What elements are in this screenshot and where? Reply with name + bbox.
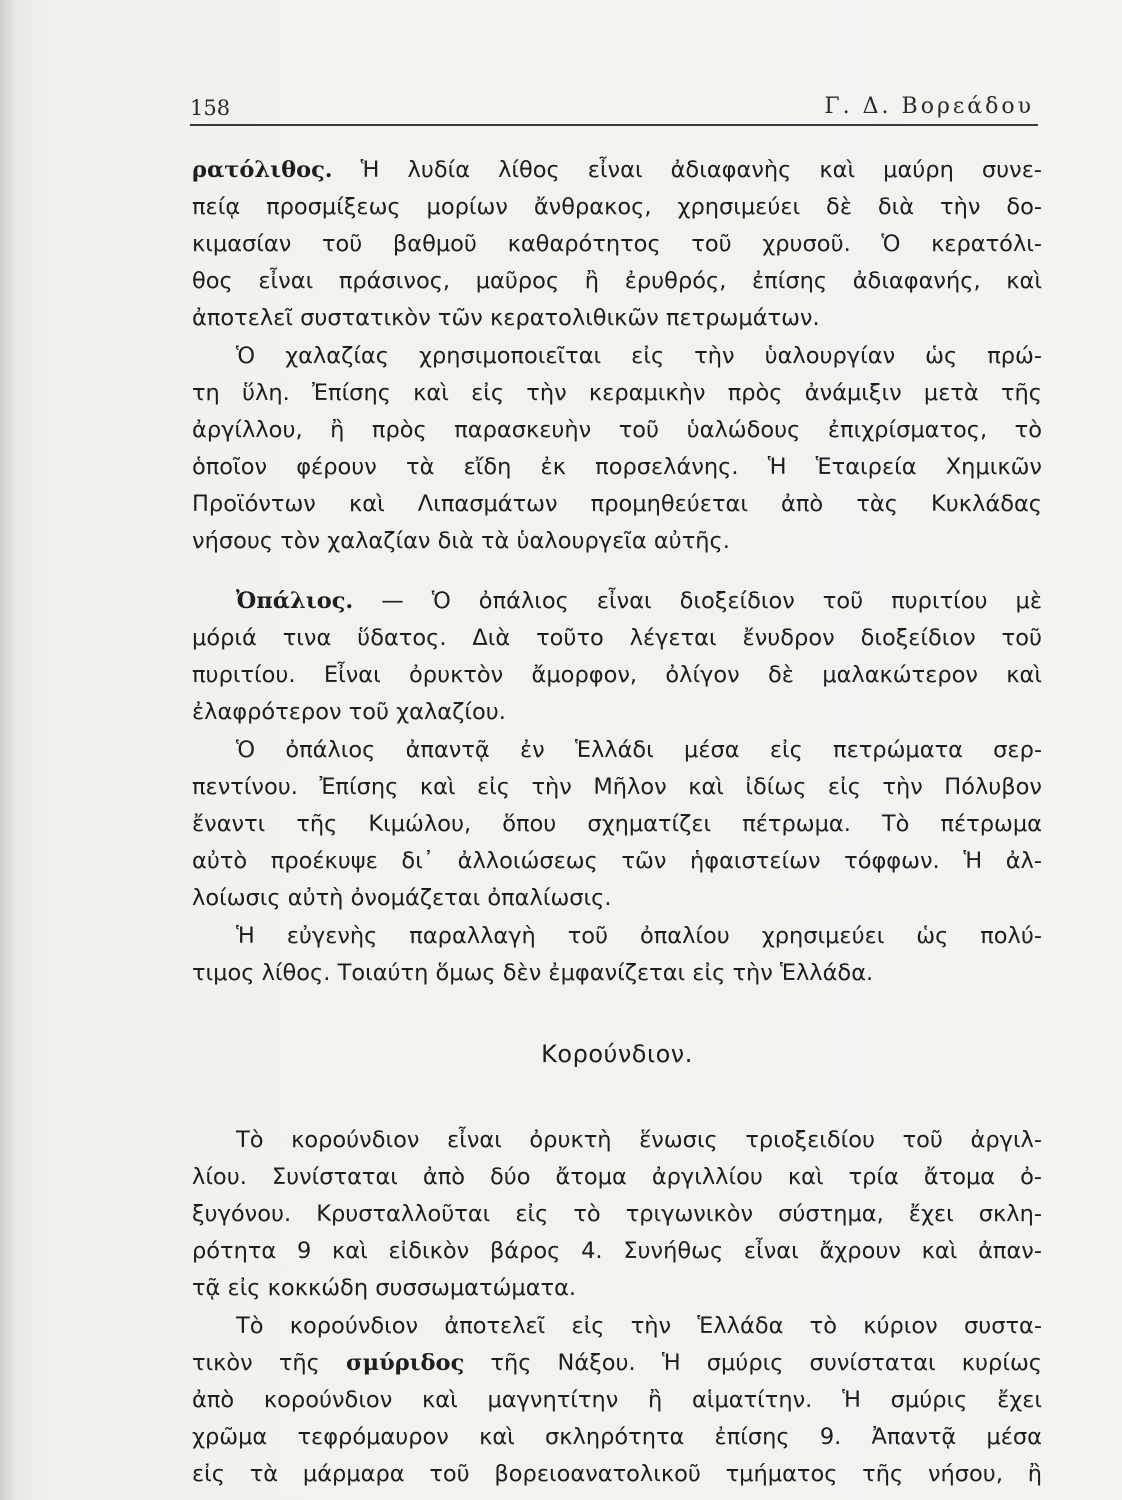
text-line: ἀπὸ κορούνδιον καὶ μαγνητίτην ἢ αἱματίτην. Ἡ σμύρις ἔχει xyxy=(192,1387,1042,1413)
text-line: τᾷ εἰς κοκκώδη συσσωματώματα. xyxy=(192,1275,577,1301)
text-line: λοίωσις αὐτὴ ὀνομάζεται ὀπαλίωσις. xyxy=(192,885,612,911)
text-line: Ὁ ὀπάλιος ἀπαντᾷ ἐν Ἑλλάδι μέσα εἰς πετρώματα σερ- xyxy=(236,737,1042,763)
header-rule xyxy=(190,124,1038,126)
text-line xyxy=(192,1343,1042,1383)
running-head-author: Γ. Δ. Βορεάδου xyxy=(824,94,1034,119)
text-line: Ὁ χαλαζίας χρησιμοποιεῖται εἰς τὴν ὑαλουργίαν ὡς πρώ- xyxy=(236,343,1042,369)
text-line: αὐτὸ προέκυψε δι᾽ ἀλλοιώσεως τῶν ἡφαιστείων τόφφων. Ἡ ἀλ- xyxy=(192,848,1042,874)
text-line: ὁποῖον φέρουν τὰ εἴδη ἐκ πορσελάνης. Ἡ Ἑταιρεία Χημικῶν xyxy=(192,454,1042,480)
text-line: ἔναντι τῆς Κιμώλου, ὅπου σχηματίζει πέτρωμα. Τὸ πέτρωμα xyxy=(192,811,1042,837)
text-line: τιμος λίθος. Τοιαύτη ὅμως δὲν ἐμφανίζεται εἰς τὴν Ἑλλάδα. xyxy=(192,960,874,986)
text-line: Ἡ εὐγενὴς παραλλαγὴ τοῦ ὀπαλίου χρησιμεύει ὡς πολύ- xyxy=(236,923,1042,949)
text-line: ἐλαφρότερον τοῦ χαλαζίου. xyxy=(192,699,506,725)
bold-term: Ὀπάλιος. xyxy=(236,588,354,614)
text-line: πείᾳ προσμίξεως μορίων ἄνθρακος, χρησιμεύει δὲ διὰ τὴν δο- xyxy=(192,194,1042,220)
text-line xyxy=(236,581,1042,621)
text-line: θος εἶναι πράσινος, μαῦρος ἢ ἐρυθρός, ἐπίσης ἀδιαφανής, καὶ xyxy=(192,268,1042,294)
bold-term: σμύριδος xyxy=(346,1350,465,1376)
text-line: ἀποτελεῖ συστατικὸν τῶν κερατολιθικῶν πετρωμάτων. xyxy=(192,305,820,331)
text-line: πυριτίου. Εἶναι ὀρυκτὸν ἄμορφον, ὀλίγον δὲ μαλακώτερον καὶ xyxy=(192,662,1042,688)
text-line: μόριά τινα ὕδατος. Διὰ τοῦτο λέγεται ἔνυδρον διοξείδιον τοῦ xyxy=(192,625,1042,651)
section-title: Κορούνδιον. xyxy=(541,1040,693,1068)
text-line: εἰς τὰ μάρμαρα τοῦ βορειοανατολικοῦ τμήματος τῆς νήσου, ἢ xyxy=(192,1461,1042,1487)
text-line: πεντίνου. Ἐπίσης καὶ εἰς τὴν Μῆλον καὶ ἰδίως εἰς τὴν Πόλυβον xyxy=(192,774,1042,800)
text-span: — Ὁ ὀπάλιος εἶναι διοξείδιον τοῦ πυριτίου μὲ xyxy=(353,588,1042,614)
text-line: τη ὕλη. Ἐπίσης καὶ εἰς τὴν κεραμικὴν πρὸς ἀνάμιξιν μετὰ τῆς xyxy=(192,380,1042,406)
text-line: ἀργίλλου, ἢ πρὸς παρασκευὴν τοῦ ὑαλώδους ἐπιχρίσματος, τὸ xyxy=(192,417,1042,443)
text-line: κιμασίαν τοῦ βαθμοῦ καθαρότητος τοῦ χρυσοῦ. Ὁ κερατόλι- xyxy=(192,231,1042,257)
text-line: Προϊόντων καὶ Λιπασμάτων προμηθεύεται ἀπὸ τὰς Κυκλάδας xyxy=(192,491,1042,517)
text-line: ρότητα 9 καὶ εἰδικὸν βάρος 4. Συνήθως εἶναι ἄχρουν καὶ ἀπαν- xyxy=(192,1238,1042,1264)
text-line: Τὸ κορούνδιον εἶναι ὀρυκτὴ ἕνωσις τριοξειδίου τοῦ ἀργιλ- xyxy=(236,1127,1042,1153)
text-line: χρῶμα τεφρόμαυρον καὶ σκληρότητα ἐπίσης 9. Ἀπαντᾷ μέσα xyxy=(192,1424,1042,1450)
page-header xyxy=(190,86,1038,126)
text-line: λίου. Συνίσταται ἀπὸ δύο ἄτομα ἀργιλλίου καὶ τρία ἄτομα ὀ- xyxy=(192,1164,1042,1190)
text-span: τικὸν τῆς xyxy=(192,1350,347,1376)
bold-term: ρατόλιθος. xyxy=(192,157,333,183)
text-line: νήσους τὸν χαλαζίαν διὰ τὰ ὑαλουργεῖα αὐτῆς. xyxy=(192,528,730,554)
text-line: ξυγόνου. Κρυσταλλοῦται εἰς τὸ τριγωνικὸν σύστημα, ἔχει σκλη- xyxy=(192,1201,1042,1227)
text-line xyxy=(192,150,1042,190)
page-gutter-shadow xyxy=(0,0,16,1500)
page-number: 158 xyxy=(190,96,231,120)
text-span: Ἡ λυδία λίθος εἶναι ἀδιαφανὴς καὶ μαύρη συνε- xyxy=(332,157,1042,183)
text-line: Τὸ κορούνδιον ἀποτελεῖ εἰς τὴν Ἑλλάδα τὸ κύριον συστα- xyxy=(236,1313,1042,1339)
text-span: τῆς Νάξου. Ἡ σμύρις συνίσταται κυρίως xyxy=(464,1350,1042,1376)
